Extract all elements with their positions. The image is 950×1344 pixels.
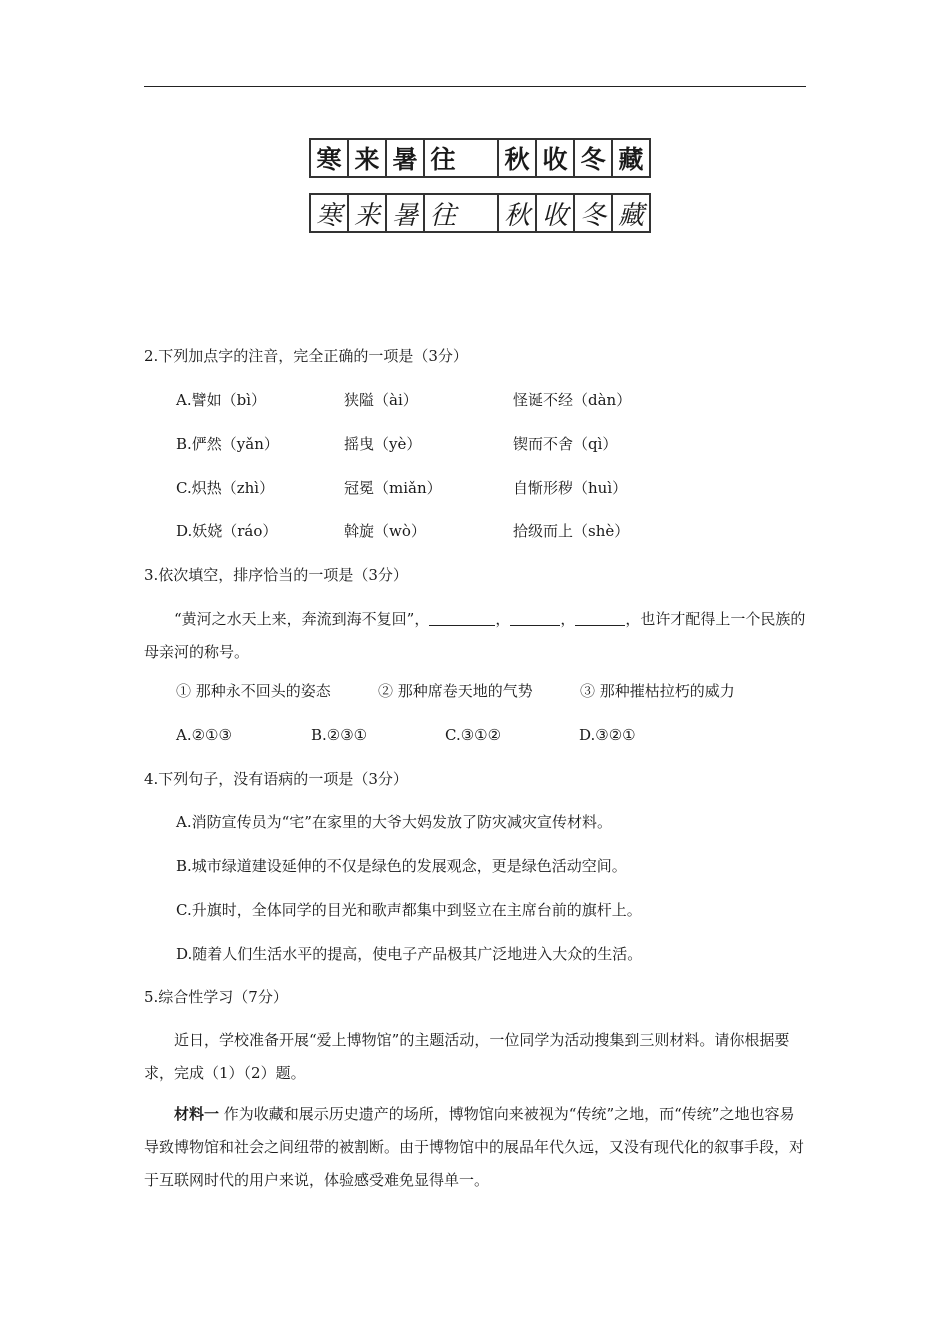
q3-sep: ， (560, 610, 576, 628)
grid-char: 来 (347, 193, 385, 233)
q3-sep: ， (495, 610, 511, 628)
grid-char: 收 (535, 193, 573, 233)
q3-item: ③ 那种摧枯拉朽的威力 (580, 682, 735, 700)
grid-gap (461, 138, 497, 178)
q4-option-c: C.升旗时，全体同学的目光和歌声都集中到竖立在主席台前的旗杆上。 (176, 901, 642, 919)
fill-blank[interactable] (510, 609, 560, 626)
calligraphy-row-regular (309, 138, 651, 178)
q3-answer: A.②①③ (176, 726, 232, 744)
calligraphy-row-running (309, 193, 651, 233)
grid-char: 往 (423, 138, 461, 178)
option-part: A.譬如（bì） (176, 391, 267, 409)
q5-intro-text: 近日，学校准备开展“爱上博物馆”的主题活动，一位同学为活动搜集到三则材料。请你根据要求，完成（1）（2）题。 (144, 1031, 790, 1082)
option-part: 拾级而上（shè） (513, 522, 630, 540)
q4-stem: 4.下列句子，没有语病的一项是（3分） (144, 770, 408, 788)
q4-option-b: B.城市绿道建设延伸的不仅是绿色的发展观念，更是绿色活动空间。 (176, 857, 627, 875)
grid-char: 秋 (497, 138, 535, 178)
grid-char: 秋 (497, 193, 535, 233)
option-part: 斡旋（wò） (344, 522, 426, 540)
q4-option-d: D.随着人们生活水平的提高，使电子产品极其广泛地进入大众的生活。 (176, 945, 643, 963)
option-part: B.俨然（yǎn） (176, 435, 279, 453)
grid-char: 来 (347, 138, 385, 178)
q5-intro (144, 1024, 806, 1090)
q3-item: ② 那种席卷天地的气势 (378, 682, 533, 700)
q3-text-start: “黄河之水天上来，奔流到海不复回”， (174, 610, 430, 628)
option-part: 锲而不舍（qì） (513, 435, 618, 453)
q3-text-end: ，也许才配得上一个民族的母亲河的称号。 (144, 610, 806, 661)
q3-item: ① 那种永不回头的姿态 (176, 682, 331, 700)
fill-blank[interactable] (575, 609, 625, 626)
fill-blank[interactable] (429, 609, 495, 626)
q5-stem: 5.综合性学习（7分） (144, 988, 288, 1006)
grid-char: 冬 (573, 193, 611, 233)
grid-char: 藏 (611, 138, 651, 178)
q3-answer: D.③②① (579, 726, 636, 744)
option-part: 怪诞不经（dàn） (513, 391, 632, 409)
q3-answer: C.③①② (445, 726, 502, 744)
grid-char: 往 (423, 193, 461, 233)
grid-char: 暑 (385, 138, 423, 178)
q3-stem: 3.依次填空，排序恰当的一项是（3分） (144, 566, 408, 584)
option-part: 冠冕（miǎn） (344, 479, 442, 497)
option-part: C.炽热（zhì） (176, 479, 275, 497)
grid-char: 冬 (573, 138, 611, 178)
material-label: 材料一 (174, 1105, 220, 1123)
grid-char: 收 (535, 138, 573, 178)
grid-char: 寒 (309, 138, 347, 178)
q2-stem: 2.下列加点字的注音，完全正确的一项是（3分） (144, 347, 468, 365)
option-part: 自惭形秽（huì） (513, 479, 628, 497)
q3-answer: B.②③① (311, 726, 368, 744)
header-rule (144, 86, 806, 87)
q3-passage (144, 603, 806, 669)
material-text: 作为收藏和展示历史遗产的场所，博物馆向来被视为“传统”之地，而“传统”之地也容易导致博物馆和社会之间纽带的被割断。由于博物馆中的展品年代久远，又没有现代化的叙事手段，对于互联网时代的用户来说，体验感受难免显得单一。 (144, 1105, 805, 1189)
option-part: 狭隘（ài） (344, 391, 418, 409)
option-part: D.妖娆（ráo） (176, 522, 278, 540)
q4-option-a: A.消防宣传员为“宅”在家里的大爷大妈发放了防灾减灾宣传材料。 (176, 813, 612, 831)
grid-char: 寒 (309, 193, 347, 233)
grid-gap (461, 193, 497, 233)
grid-char: 藏 (611, 193, 651, 233)
grid-char: 暑 (385, 193, 423, 233)
q5-material-one (144, 1098, 806, 1197)
option-part: 摇曳（yè） (344, 435, 422, 453)
